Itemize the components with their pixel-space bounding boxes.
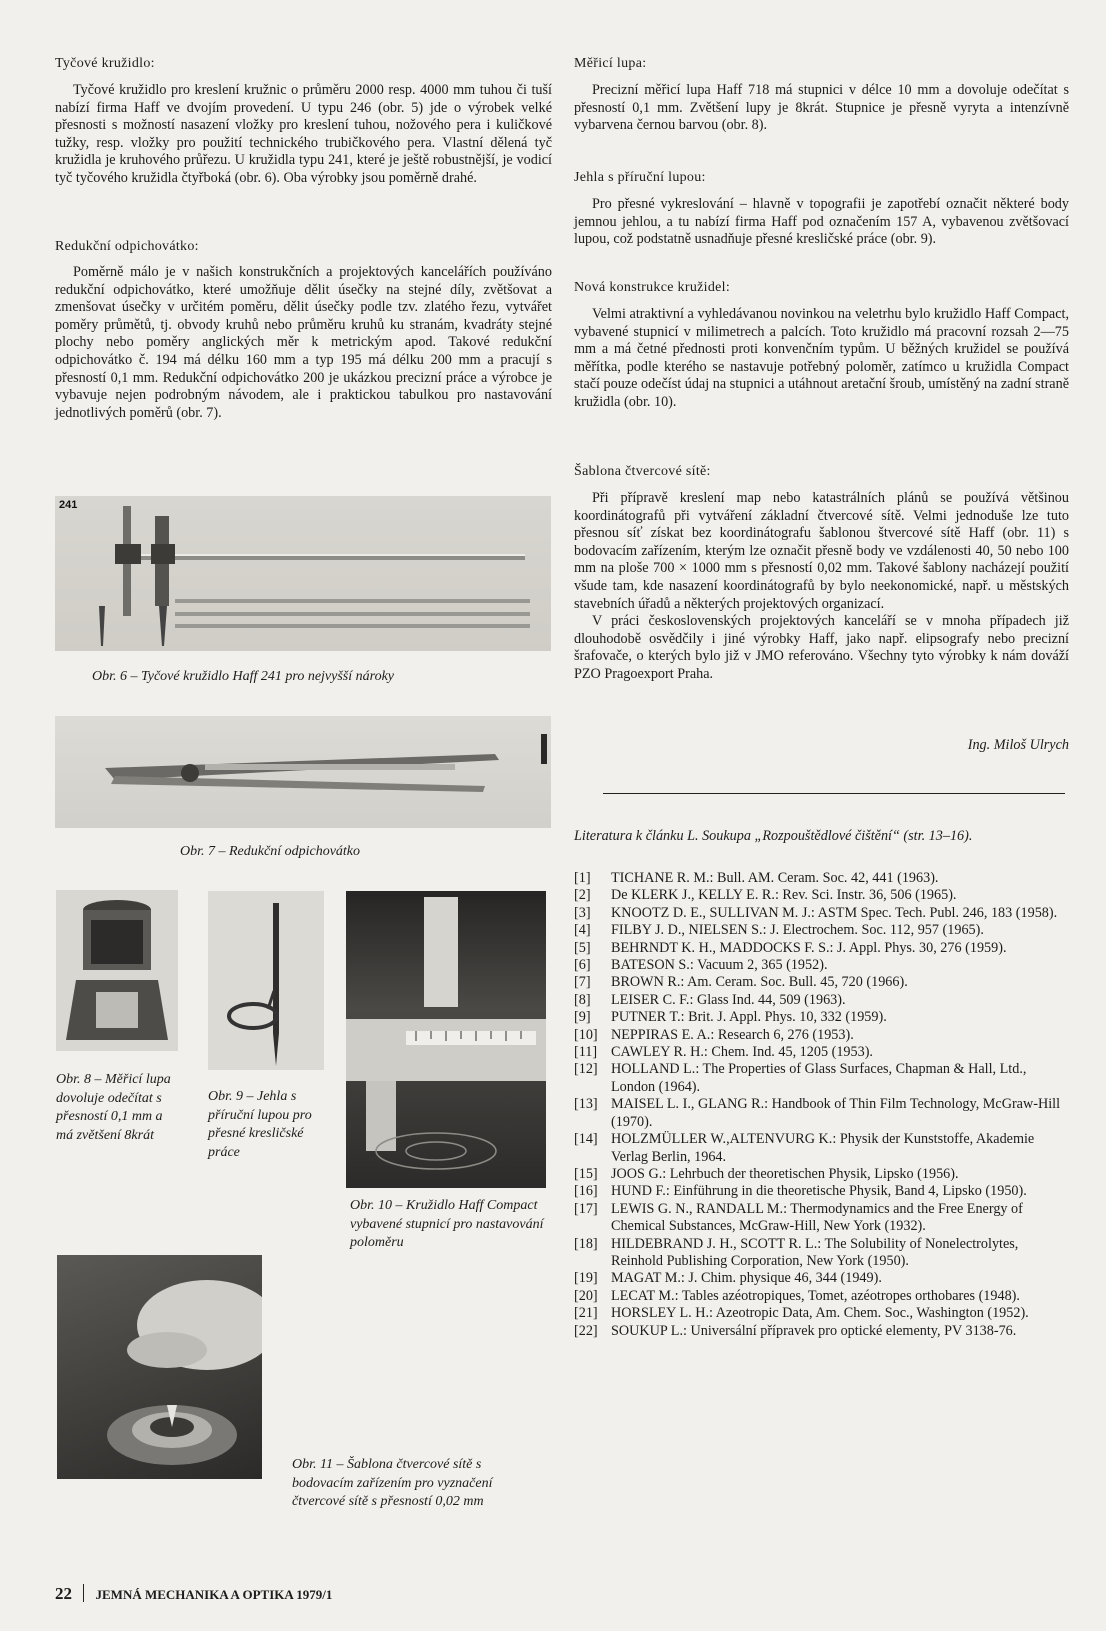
page-footer [55, 1584, 332, 1604]
reference-list [574, 870, 1069, 1340]
reference-number: [16] [574, 1183, 598, 1200]
reference-item [574, 1305, 1069, 1322]
reference-item [574, 1131, 1069, 1166]
reference-number: [17] [574, 1200, 598, 1217]
reference-number: [7] [574, 974, 591, 991]
reference-number: [20] [574, 1287, 598, 1304]
reference-number: [14] [574, 1131, 598, 1148]
heading-tycove-kruzidlo: Tyčové kružidlo: [55, 56, 155, 71]
paragraph [55, 82, 552, 188]
reference-text: NEPPIRAS E. A.: Research 6, 276 (1953). [611, 1026, 854, 1043]
reference-number: [1] [574, 870, 591, 886]
reference-number: [11] [574, 1044, 598, 1061]
reference-number: [9] [574, 1009, 591, 1026]
paragraph-text: Precizní měřicí lupa Haff 718 má stupnici v délce 10 mm a dovoluje odečítat s přesností 0,1 mm. Zvětšení lupy je 8krát. Stupnice je přesně vyryta a intenzívně vybarvena černou barvou (obr. 8). [574, 82, 1069, 134]
page-number: 22 [55, 1584, 72, 1603]
reference-text: BEHRNDT K. H., MADDOCKS F. S.: J. Appl. Phys. 30, 276 (1959). [611, 939, 1007, 956]
reference-item [574, 905, 1069, 922]
paragraph [55, 264, 552, 422]
paragraph [574, 306, 1069, 412]
reference-text: JOOS G.: Lehrbuch der theoretischen Physik, Lipsko (1956). [611, 1165, 959, 1182]
figure-6-label: 241 [59, 499, 78, 511]
reference-text: HOLZMÜLLER W.,ALTENVURG K.: Physik der Kunststoffe, Akademie Verlag Berlin, 1964. [611, 1131, 1035, 1165]
reference-text: LECAT M.: Tables azéotropiques, Tomet, azéotropes orthobares (1948). [611, 1287, 1020, 1304]
reference-number: [15] [574, 1165, 598, 1182]
reference-item [574, 1166, 1069, 1183]
reference-text: TICHANE R. M.: Bull. AM. Ceram. Soc. 42, 441 (1963). [611, 870, 939, 886]
paragraph [574, 82, 1069, 135]
reference-text: BATESON S.: Vacuum 2, 365 (1952). [611, 957, 828, 974]
reference-number: [6] [574, 957, 591, 974]
figure-6-caption: Obr. 6 – Tyčové kružidlo Haff 241 pro nejvyšší nároky [92, 669, 394, 684]
needle-with-loupe-illustration [208, 891, 324, 1070]
reference-number: [2] [574, 887, 591, 904]
reference-number: [21] [574, 1305, 598, 1322]
reference-item [574, 957, 1069, 974]
reference-item [574, 1288, 1069, 1305]
reference-text: PUTNER T.: Brit. J. Appl. Phys. 10, 332 (1959). [611, 1009, 887, 1026]
reference-item [574, 1323, 1069, 1340]
heading-redukcni-odpichovatko: Redukční odpichovátko: [55, 239, 199, 254]
figure-9-caption: Obr. 9 – Jehla s příruční lupou pro přesné kresličské práce [208, 1089, 312, 1160]
reference-text: HILDEBRAND J. H., SCOTT R. L.: The Solubility of Nonelectrolytes, Reinhold Publishing Corporation, New York (1950). [611, 1235, 1019, 1269]
reference-text: HUND F.: Einführung in die theoretische Physik, Band 4, Lipsko (1950). [611, 1183, 1027, 1200]
compact-compass-illustration [346, 891, 546, 1188]
reference-number: [22] [574, 1322, 598, 1339]
paragraph [574, 490, 1069, 684]
figure-11-photo [57, 1255, 262, 1479]
reference-item [574, 974, 1069, 991]
reference-item [574, 887, 1069, 904]
journal-name: JEMNÁ MECHANIKA A OPTIKA 1979/1 [95, 1587, 333, 1602]
reference-text: LEWIS G. N., RANDALL M.: Thermodynamics and the Free Energy of Chemical Substances, McGraw-Hill, New York (1932). [611, 1200, 1023, 1235]
reference-item [574, 1096, 1069, 1131]
figure-7-caption: Obr. 7 – Redukční odpichovátko [180, 844, 361, 859]
paragraph-text: Velmi atraktivní a vyhledávanou novinkou na veletrhu bylo kružidlo Haff Compact, vybavené stupnicí v milimetrech a palcích. Toto kružidlo má pracovní rozsah 2—75 mm a má četné přednosti proti konvenčním typům. U běžných kružidel se používá měřítka, podle kterého se nastavuje potřebný poloměr, zatímco u kružidla Compact stačí pouze odečíst údaj na stupnici a utáhnout aretační šroub, umístěný na zadní straně kružidla (obr. 10). [574, 306, 1069, 410]
reference-text: KNOOTZ D. E., SULLIVAN M. J.: ASTM Spec. Tech. Publ. 246, 183 (1958). [611, 904, 1058, 921]
paragraph-text: Tyčové kružidlo pro kreslení kružnic o průměru 2000 resp. 4000 mm tuhou či tuší nabízí firma Haff ve dvojím provedení. U typu 246 (obr. 5) jde o výrobek velké přesnosti s možností nasazení vložky pro kreslení tuhou, nožového pera i kuličkové tužky, resp. vložky pro použití technického trubičkového pera. Vlastní dělená tyč kružidla je kruhového průřezu. U kružidla typu 241, které je ještě robustnější, je vodicí tyč tyčového kružidla čtyřboká (obr. 6). Oba výrobky jsou poměrně drahé. [55, 82, 552, 186]
reference-item [574, 1009, 1069, 1026]
divider-line [603, 793, 1065, 794]
paragraph-text: Poměrně málo je v našich konstrukčních a projektových kancelářích používáno redukční odpichovátko, které umožňuje dělit úsečky na stejné díly, zvětšovat a zmenšovat úsečky v určitém poměru, dělit úsečky podle tzv. zlatého řezu, vytvářet poměry průmětů, tj. obvody kruhů nebo průměru kruhů ku stranám, kvadráty stejné plochy nebo poměry anglických měr k metrickým apod. Takové redukční odpichovátko č. 194 má délku 160 mm a typ 195 má délku 200 mm a pracují s přesností 0,1 mm. Redukční odpichovátko 200 je ukázkou precizní práce a výrobce je vybavuje nejen podrobným návodem, ale i praktickou tabulkou pro nastavování jednotlivých poměrů (obr. 7). [55, 264, 552, 421]
figure-6-photo [55, 496, 551, 651]
paragraph-text: V práci československých projektových kanceláří se v mnoha případech již dlouhodobě osvědčily i jiné výrobky Haff, jako např. elipsografy nebo precizní šrafovače, o kterých bylo již v JMO referováno. Všechny tyto výrobky k nám dováží PZO Pragoexport Praha. [574, 613, 1069, 682]
reference-item [574, 1061, 1069, 1096]
figure-9-photo [208, 891, 324, 1070]
reference-item [574, 1183, 1069, 1200]
bar-compass-illustration [55, 496, 551, 651]
reference-number: [18] [574, 1235, 598, 1252]
heading-sablona: Šablona čtvercové sítě: [574, 464, 711, 479]
reference-text: SOUKUP L.: Universální přípravek pro optické elementy, PV 3138-76. [611, 1322, 1017, 1339]
reference-item [574, 1044, 1069, 1061]
reference-number: [8] [574, 991, 591, 1008]
figure-8-caption: Obr. 8 – Měřicí lupa dovoluje odečítat s přesností 0,1 mm a má zvětšení 8krát [56, 1072, 171, 1143]
reference-text: FILBY J. D., NIELSEN S.: J. Electrochem. Soc. 112, 957 (1965). [611, 922, 984, 939]
reference-number: [4] [574, 922, 591, 939]
reference-number: [12] [574, 1061, 598, 1078]
reference-text: De KLERK J., KELLY E. R.: Rev. Sci. Instr. 36, 506 (1965). [611, 887, 957, 904]
reference-text: HOLLAND L.: The Properties of Glass Surfaces, Chapman & Hall, Ltd., London (1964). [611, 1061, 1027, 1095]
figure-10-caption: Obr. 10 – Kružidlo Haff Compact vybavené stupnicí pro nastavování poloměru [350, 1198, 544, 1250]
author: Ing. Miloš Ulrych [967, 737, 1069, 753]
figure-10-photo [346, 891, 546, 1188]
reference-text: BROWN R.: Am. Ceram. Soc. Bull. 45, 720 (1966). [611, 974, 908, 991]
reference-item [574, 922, 1069, 939]
reference-item [574, 1270, 1069, 1287]
reference-number: [3] [574, 904, 591, 921]
paragraph-text: Pro přesné vykreslování – hlavně v topografii je zapotřebí označit některé body jemnou jehlou, a tu nabízí firma Haff pod označením 157 A, vybavenou zvětšovací lupou, což podstatně usnadňuje přesné kresličské práce (obr. 9). [574, 196, 1069, 248]
reference-number: [19] [574, 1270, 598, 1287]
heading-merici-lupa: Měřicí lupa: [574, 56, 647, 71]
reference-item [574, 992, 1069, 1009]
figure-11-caption: Obr. 11 – Šablona čtvercové sítě s bodovacím zařízením pro vyznačení čtvercové sítě s přesností 0,02 mm [292, 1457, 493, 1509]
reference-text: HORSLEY L. H.: Azeotropic Data, Am. Chem. Soc., Washington (1952). [611, 1305, 1029, 1322]
reference-number: [13] [574, 1096, 598, 1113]
heading-nova-konstrukce: Nová konstrukce kružidel: [574, 280, 731, 295]
reference-number: [10] [574, 1026, 598, 1043]
reference-text: CAWLEY R. H.: Chem. Ind. 45, 1205 (1953). [611, 1044, 873, 1061]
reference-item [574, 870, 1069, 887]
reference-text: MAISEL L. I., GLANG R.: Handbook of Thin Film Technology, McGraw-Hill (1970). [611, 1096, 1061, 1130]
magnifier-loupe-illustration [56, 890, 178, 1051]
figure-8-photo [56, 890, 178, 1051]
grid-template-illustration [57, 1255, 262, 1479]
reference-text: MAGAT M.: J. Chim. physique 46, 344 (1949). [611, 1270, 882, 1287]
heading-jehla: Jehla s příruční lupou: [574, 170, 706, 185]
reference-item [574, 940, 1069, 957]
paragraph [574, 196, 1069, 249]
reference-item [574, 1027, 1069, 1044]
reference-number: [5] [574, 939, 591, 956]
paragraph-text: Při přípravě kreslení map nebo katastrálních plánů se používá většinou koordinátografů při vytváření základní čtvercové sítě. Velmi jednoduše lze tuto přesnou síť získat bez koordinátografu šablonou štvercové sítě Haff (obr. 11) s bodovacím zařízením, kterým lze označit přesně body ve vzdálenosti 40, 50 nebo 100 mm na ploše 700 × 1000 mm s přesností 0,02 mm. Takové šablony nacházejí použití všude tam, kde nasazení koordinátografů by bylo neekonomické, např. u městských stavebních úřadů a některých projektových organizací. [574, 490, 1069, 612]
literature-title: Literatura k článku L. Soukupa „Rozpouštědlové čištění“ (str. 13–16). [574, 828, 973, 844]
reference-text: LEISER C. F.: Glass Ind. 44, 509 (1963). [611, 991, 846, 1008]
proportional-divider-illustration [55, 716, 551, 828]
reference-item [574, 1201, 1069, 1236]
footer-separator [83, 1584, 84, 1602]
reference-item [574, 1236, 1069, 1271]
figure-7-photo [55, 716, 551, 828]
